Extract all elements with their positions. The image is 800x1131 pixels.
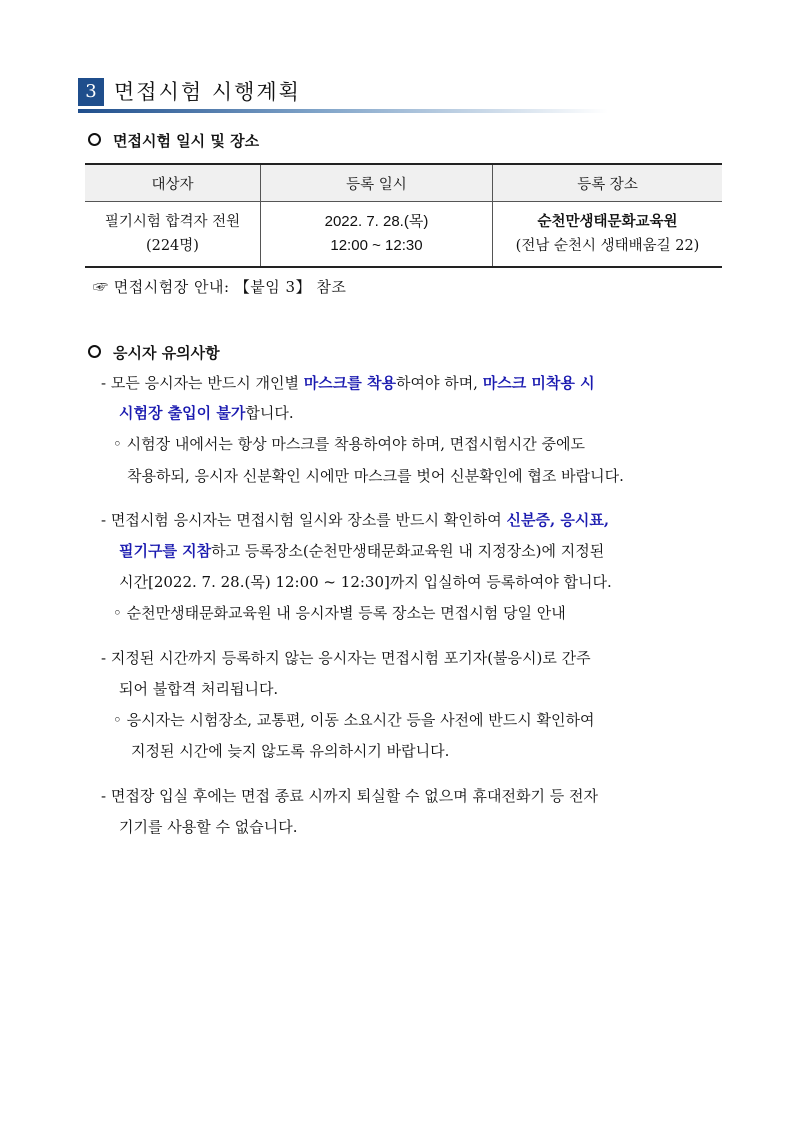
text-span: 합니다. (245, 404, 294, 422)
text-span: - 면접시험 응시자는 면접시험 일시와 장소를 반드시 확인하여 (101, 511, 507, 529)
precaution-line-2 (119, 403, 294, 423)
precaution-line-4: 착용하되, 응시자 신분확인 시에만 마스크를 벗어 신분확인에 협조 바랍니다. (127, 467, 624, 485)
target-line1: 필기시험 합격자 전원 (104, 214, 241, 230)
highlight-id-ticket: 신분증, 응시표, (506, 511, 610, 529)
text-span: 하고 등록장소(순천만생태문화교육원 내 지정장소)에 지정된 (211, 542, 605, 560)
precaution-line-14: 기기를 사용할 수 없습니다. (119, 818, 298, 836)
precautions-heading (88, 342, 220, 363)
precaution-line-9: - 지정된 시간까지 등록하지 않는 응시자는 면접시험 포기자(불응시)로 간주 (101, 649, 591, 667)
register-date: 2022. 7. 28.(목) (324, 213, 429, 230)
highlight-pen: 필기구를 지참 (119, 542, 212, 560)
highlight-no-mask: 마스크 미착용 시 (482, 374, 595, 392)
header-target: 대상자 (85, 164, 260, 202)
precautions-heading-text: 응시자 유의사항 (113, 344, 220, 362)
precaution-line-7: 시간[2022. 7. 28.(목) 12:00 ~ 12:30]까지 입실하여 등록하여야 합니다. (119, 573, 612, 591)
schedule-table (85, 163, 722, 268)
precaution-line-12: 지정된 시간에 늦지 않도록 유의하시기 바랍니다. (131, 742, 450, 760)
circle-bullet-icon (88, 133, 101, 146)
precaution-line-8: ◦ 순천만생태문화교육원 내 응시자별 등록 장소는 면접시험 당일 안내 (113, 604, 566, 622)
header-datetime: 등록 일시 (260, 164, 492, 202)
text-span: - 모든 응시자는 반드시 개인별 (101, 374, 304, 392)
schedule-heading-text: 면접시험 일시 및 장소 (113, 132, 260, 150)
precaution-line-10: 되어 불합격 처리됩니다. (119, 680, 279, 698)
precaution-line-1 (101, 373, 595, 393)
highlight-mask: 마스크를 착용 (303, 374, 396, 392)
venue-note: ☞ 면접시험장 안내: 【붙임 3】 참조 (93, 278, 347, 296)
cell-datetime (260, 202, 492, 268)
target-line2: (224명) (145, 238, 199, 254)
register-address: (전남 순천시 생태배움길 22) (515, 238, 700, 254)
section-number: 3 (78, 78, 104, 106)
precaution-line-11: ◦ 응시자는 시험장소, 교통편, 이동 소요시간 등을 사전에 반드시 확인하여 (113, 711, 595, 729)
precaution-line-6 (119, 541, 604, 561)
cell-target (85, 202, 260, 268)
section-heading (78, 78, 618, 108)
text-span: 하여야 하며, (395, 374, 483, 392)
register-time: 12:00 ~ 12:30 (330, 237, 423, 254)
circle-bullet-icon (88, 345, 101, 358)
highlight-no-entry: 시험장 출입이 불가 (119, 404, 246, 422)
register-place: 순천만생태문화교육원 (537, 213, 678, 230)
header-place: 등록 장소 (493, 164, 722, 202)
section-title: 면접시험 시행계획 (114, 80, 301, 104)
table-header-row (85, 164, 722, 202)
table-row (85, 202, 722, 268)
precaution-line-13: - 면접장 입실 후에는 면접 종료 시까지 퇴실할 수 없으며 휴대전화기 등 전자 (101, 787, 598, 805)
section-underline (78, 109, 608, 113)
precaution-line-5 (101, 510, 609, 530)
precaution-line-3: ◦ 시험장 내에서는 항상 마스크를 착용하여야 하며, 면접시험시간 중에도 (113, 435, 585, 453)
cell-place (493, 202, 722, 268)
schedule-heading (88, 130, 259, 151)
